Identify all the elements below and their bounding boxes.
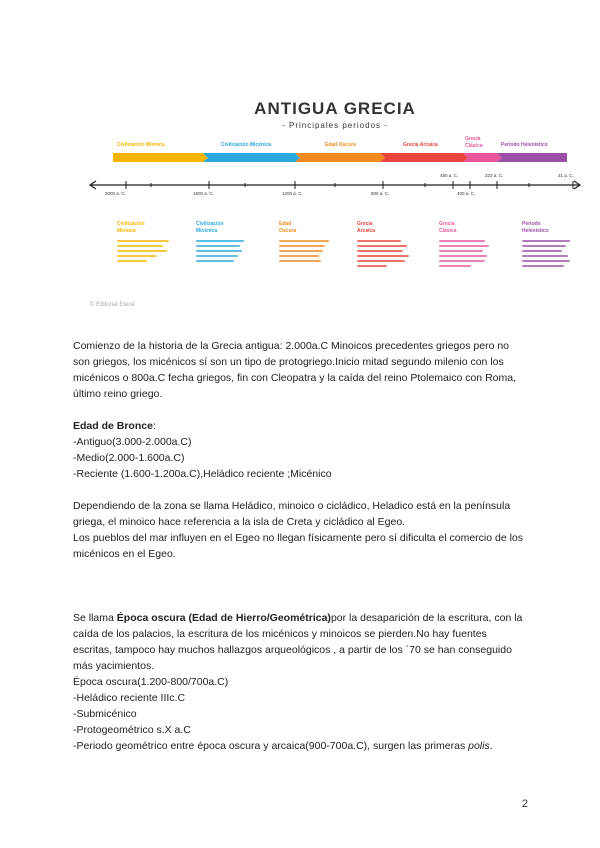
band-label-micenica: Civilización Micénica: [221, 142, 272, 148]
description-line: [196, 240, 244, 242]
dark-age-heading: Época oscura (Edad de Hierro/Geométrica): [116, 612, 331, 624]
description-line: [522, 265, 564, 267]
band-label-clasica: Grecia Clásica: [465, 136, 483, 149]
description-line: [196, 260, 234, 262]
period-column-oscura: [279, 221, 349, 262]
tick-label-323: 323 a. C.: [485, 173, 504, 178]
band-label-helenistico: Periodo Helenístico: [501, 142, 548, 148]
description-line: [196, 245, 240, 247]
description-line: [522, 245, 566, 247]
bronze-age-heading: [73, 418, 528, 434]
band-micenica: [203, 153, 300, 162]
description-line: [357, 255, 409, 257]
document-body: [73, 338, 528, 754]
description-line: [279, 245, 325, 247]
page-number: 2: [521, 798, 528, 810]
description-line: [357, 265, 387, 267]
list-item: Época oscura(1.200-800/700a.C): [73, 676, 229, 688]
description-line: [279, 250, 323, 252]
band-label-oscura: Edad Oscura: [325, 142, 356, 148]
period-title-1: Civilización: [117, 221, 145, 227]
description-line: [522, 260, 570, 262]
description-line: [439, 240, 485, 242]
period-title-2: Minoica: [117, 228, 136, 234]
description-line: [117, 240, 169, 242]
description-line: [117, 260, 147, 262]
band-label-arcaica: Grecia Arcaica: [403, 142, 438, 148]
description-line: [196, 255, 238, 257]
list-item: [73, 738, 528, 754]
description-line: [279, 240, 329, 242]
infographic-subtitle: - Principales periodos -: [282, 121, 388, 130]
description-line: [522, 255, 568, 257]
dark-age-text: por la desaparición de la escritura, con la caída de los palacios, la escritura de los micénicos y minoicos se pierden.No hay fuentes escritas, tampoco hay muchos hallazgos arqueológicos , a partir de los ´70 se han conseguido más yacimientos.: [73, 612, 523, 672]
list-item: -Submicénico: [73, 708, 137, 720]
tick-label-1200: 1200 a. C.: [282, 191, 303, 196]
period-column-helenistico: [522, 221, 592, 267]
bronze-heading-colon: :: [152, 420, 156, 432]
intro-paragraph: Comienzo de la historia de la Grecia antigua: 2.000a.C Minoicos precedentes griegos pero no son griegos, los micénicos sí son un tipo de protogriego.Inicio mitad segundo milenio con los micénicos o 800a.C fecha griegos, fin con Cleopatra y la caída del reino Ptolemaico con Roma, último reino griego.: [73, 340, 516, 400]
geometric-period-text: -Periodo geométrico entre época oscura y arcaica(900-700a.C), surgen las primeras: [73, 740, 469, 752]
description-line: [117, 245, 163, 247]
tick-label-800: 800 a. C.: [371, 191, 390, 196]
tick-label-480: 480 a. C.: [440, 173, 459, 178]
dark-age-paragraph: [73, 610, 528, 674]
band-oscura: [295, 153, 385, 162]
period-title-2: Clásica: [439, 228, 457, 234]
description-line: [357, 260, 405, 262]
description-line: [279, 260, 321, 262]
image-credit: © Editorial Etecé: [90, 302, 135, 308]
tick-label-2000: 2000 a. C.: [105, 191, 126, 196]
description-line: [522, 240, 570, 242]
list-item: -Protogeométrico s.X a.C: [73, 724, 191, 736]
list-item: -Reciente (1.600-1.200a.C),Heládico reciente ;Micénico: [73, 468, 332, 480]
description-line: [439, 255, 487, 257]
period-title-1: Edad: [279, 221, 292, 227]
geometric-period-end: .: [489, 740, 493, 752]
description-line: [357, 245, 407, 247]
description-line: [439, 250, 483, 252]
helladic-paragraph: Dependiendo de la zona se llama Heládico, minoico o cicládico, Heladico está en la península griega, el minoico hace referencia a la isla de Creta y cicládico al Egeo.: [73, 500, 511, 528]
description-line: [357, 240, 401, 242]
greece-timeline-infographic: [85, 95, 585, 325]
period-title-2: Arcaica: [357, 228, 376, 234]
period-title-1: Grecia: [357, 221, 373, 227]
description-line: [196, 250, 242, 252]
description-line: [439, 265, 471, 267]
period-title-1: Periodo: [522, 221, 541, 227]
period-column-minoica: [117, 221, 187, 262]
band-clasica: [463, 153, 502, 162]
description-line: [117, 255, 157, 257]
description-line: [522, 250, 562, 252]
infographic-title: ANTIGUA GRECIA: [254, 99, 416, 118]
period-title-1: Grecia: [439, 221, 455, 227]
dark-age-intro: Se llama: [73, 612, 117, 624]
tick-label-31: 31 a. C.: [558, 173, 574, 178]
timeline-svg: [85, 150, 585, 200]
tick-label-1600: 1600 a. C.: [193, 191, 214, 196]
band-label-minoica: Civilización Minoica: [117, 142, 165, 148]
description-line: [279, 255, 319, 257]
period-column-clasica: [439, 221, 509, 267]
sea-peoples-paragraph: Los pueblos del mar influyen en el Egeo no llegan físicamente pero sí dificulta el comercio de los micénicos en el Egeo.: [73, 532, 524, 560]
period-column-micenica: [196, 221, 266, 262]
period-column-arcaica: [357, 221, 427, 267]
band-arcaica: [380, 153, 468, 162]
list-item: -Antiguo(3.000-2.000a.C): [73, 436, 192, 448]
description-line: [117, 250, 167, 252]
description-line: [357, 250, 403, 252]
period-title-2: Helenístico: [522, 228, 549, 234]
list-item: -Medio(2.000-1.600a.C): [73, 452, 185, 464]
period-title-2: Oscura: [279, 228, 297, 234]
band-minoica: [113, 153, 208, 162]
description-line: [439, 260, 485, 262]
list-item: -Heládico reciente IIIc.C: [73, 692, 186, 704]
bronze-heading-text: Edad de Bronce: [73, 420, 153, 432]
band-helenistico: [497, 153, 567, 162]
tick-label-400: 400 a. C.: [457, 191, 476, 196]
period-title-1: Civilización: [196, 221, 224, 227]
polis-term: polis: [468, 740, 490, 752]
period-title-2: Micénica: [196, 228, 218, 234]
description-line: [439, 245, 489, 247]
